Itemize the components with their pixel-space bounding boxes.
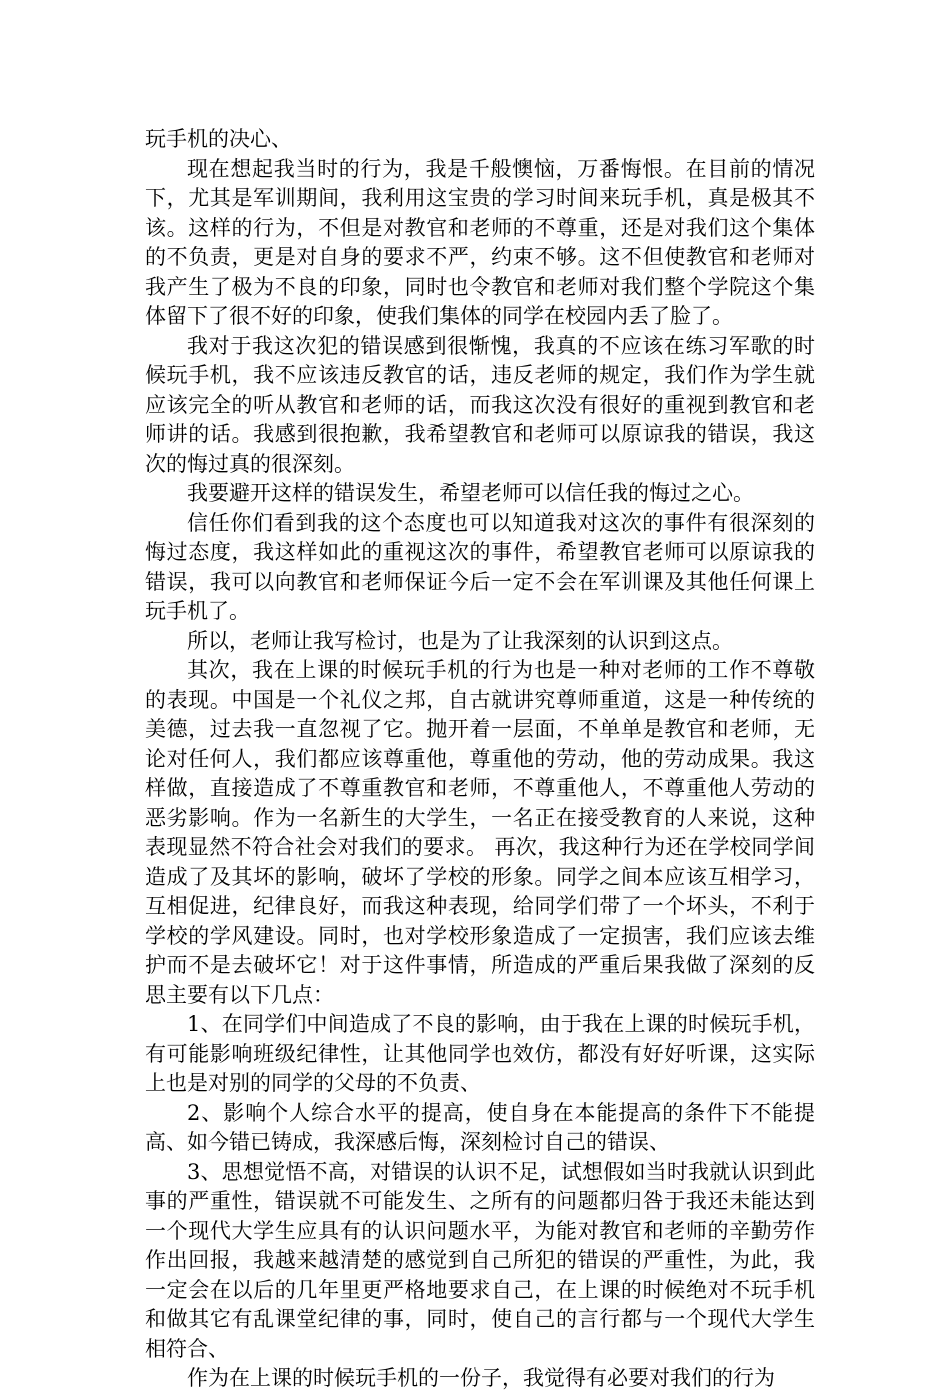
list-item-1: 1、在同学们中间造成了不良的影响，由于我在上课的时候玩手机，有可能影响班级纪律性，让其他同学也效仿，都没有好好听课，这实际上也是对别的同学的父母的不负责、 xyxy=(145,1012,815,1095)
paragraph-continuation: 玩手机的决心、 xyxy=(145,127,292,151)
paragraph-trust: 信任你们看到我的这个态度也可以知道我对这次的事件有很深刻的悔过态度，我这样如此的重视这次的事件，希望教官老师可以原谅我的错误，我可以向教官和老师保证今后一定不会在军训课及其他任何课上玩手机了。 xyxy=(145,510,815,623)
paragraph-avoid-mistake: 我要避开这样的错误发生，希望老师可以信任我的悔过之心。 xyxy=(187,481,754,505)
paragraph-final: 作为在上课的时候玩手机的一份子，我觉得有必要对我们的行为 xyxy=(187,1366,775,1390)
document-body xyxy=(145,125,815,1394)
list-item-2: 2、影响个人综合水平的提高，使自身在本能提高的条件下不能提高、如今错已铸成，我深感后悔，深刻检讨自己的错误、 xyxy=(145,1100,815,1154)
paragraph-therefore: 所以，老师让我写检讨，也是为了让我深刻的认识到这点。 xyxy=(187,628,733,653)
paragraph-regret: 现在想起我当时的行为，我是千般懊恼，万番悔恨。在目前的情况下，尤其是军训期间，我利用这宝贵的学习时间来玩手机，真是极其不该。这样的行为，不但是对教官和老师的不尊重，还是对我们这个集体的不负责，更是对自身的要求不严，约束不够。这不但使教官和老师对我产生了极为不良的印象，同时也令教官和老师对我们整个学院这个集体留下了很不好的印象，使我们集体的同学在校园内丢了脸了。 xyxy=(145,156,815,328)
paragraph-secondly: 其次，我在上课的时候玩手机的行为也是一种对老师的工作不尊敬的表现。中国是一个礼仪之邦，自古就讲究尊师重道，这是一种传统的美德，过去我一直忽视了它。抛开着一层面，不单单是教官和老师，无论对任何人，我们都应该尊重他，尊重他的劳动，他的劳动成果。我这样做，直接造成了不尊重教官和老师，不尊重他人，不尊重他人劳动的恶劣影响。作为一名新生的大学生，一名正在接受教育的人来说，这种表现显然不符合社会对我们的要求。 再次，我这种行为还在学校同学间造成了及其坏的影响，破坏了学校的形象。同学之间本应该互相学习，互相促进，纪律良好，而我这种表现，给同学们带了一个坏头，不利于学校的学风建设。同时，也对学校形象造成了一定损害，我们应该去维护而不是去破坏它！对于这件事情，所造成的严重后果我做了深刻的反思主要有以下几点： xyxy=(145,658,815,1007)
list-item-3: 3、思想觉悟不高，对错误的认识不足，试想假如当时我就认识到此事的严重性，错误就不可能发生、之所有的问题都归咎于我还未能达到一个现代大学生应具有的认识问题水平，为能对教官和老师的辛勤劳作作出回报，我越来越清楚的感觉到自己所犯的错误的严重性，为此，我一定会在以后的几年里更严格地要求自己，在上课的时候绝对不玩手机和做其它有乱课堂纪律的事，同时，使自己的言行都与一个现代大学生相符合、 xyxy=(145,1159,815,1361)
paragraph-ashamed: 我对于我这次犯的错误感到很惭愧，我真的不应该在练习军歌的时候玩手机，我不应该违反教官的话，违反老师的规定，我们作为学生就应该完全的听从教官和老师的话，而我这次没有很好的重视到教官和老师讲的话。我感到很抱歉，我希望教官和老师可以原谅我的错误，我这次的悔过真的很深刻。 xyxy=(145,333,815,476)
